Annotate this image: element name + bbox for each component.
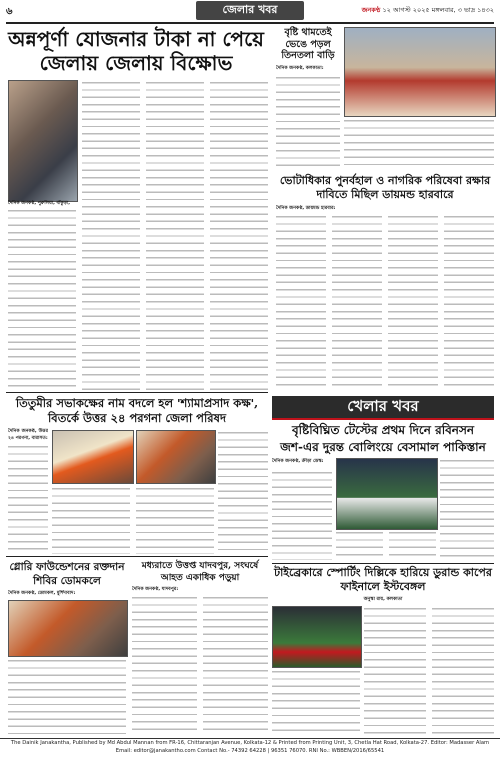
cricket-photo <box>336 458 438 530</box>
story4-dateline: দৈনিক জনকণ্ঠ, উত্তর ২৪ পরগনা, বারাসত: <box>8 429 48 442</box>
story1-photo <box>8 80 78 202</box>
story6-column-1 <box>132 595 197 734</box>
story4-photo-2 <box>136 430 216 484</box>
sports-column-2 <box>336 530 383 560</box>
story4-column-4 <box>218 430 268 554</box>
story1-column-4 <box>210 80 268 390</box>
sports-column-6 <box>364 606 426 734</box>
divider <box>272 563 494 564</box>
divider <box>6 392 268 393</box>
story3-column-1 <box>276 214 326 390</box>
story1-column-1 <box>8 208 76 388</box>
story5-column <box>8 658 126 734</box>
story6-dateline: দৈনিক জনকণ্ঠ, যাদবপুর: <box>132 587 179 592</box>
sports-byline: অনুস্কা রায়, কলকাতা <box>363 597 403 602</box>
footer-contact: Email: editor@janakantho.com Contact No.- 74392 64228 | 96351 76070. RNI No.: WBBEN/2016/65541 <box>115 748 385 754</box>
divider <box>6 556 268 557</box>
story6-column-2 <box>203 595 268 734</box>
story3-dateline: দৈনিক জনকণ্ঠ, ডায়মন্ড হারবার: <box>276 206 336 211</box>
story4-headline: তিতুমীর সভাকক্ষের নাম বদলে হল 'শ্যামাপ্রসাদ কক্ষ', বিতর্কে উত্তর ২৪ পরগনা জেলা পরিষদ <box>15 396 259 425</box>
brand-name: জনকণ্ঠ <box>361 6 381 14</box>
story1-headline: অন্নপূর্ণা যোজনার টাকা না পেয়ে জেলায় জেলায় বিক্ষোভ <box>8 27 264 75</box>
story1-column-2 <box>82 80 140 390</box>
sports-column-4 <box>440 458 494 560</box>
football-photo <box>272 606 362 668</box>
story2-column <box>276 75 340 170</box>
story3-column-3 <box>388 214 438 390</box>
sports-dateline: দৈনিক জনকণ্ঠ, ক্রীড়া ডেস্ক: <box>272 459 324 464</box>
footer <box>0 738 500 762</box>
sports-headline-3: টাইব্রেকারে স্পোর্টিং দিল্লিকে হারিয়ে ডুরান্ড কাপের ফাইনালে ইস্টবেঙ্গল <box>274 566 492 593</box>
story2-column-2 <box>344 118 494 170</box>
story4-column-3 <box>136 486 214 554</box>
sports-column-5 <box>272 669 360 734</box>
section-title: জেলার খবর <box>196 1 304 20</box>
story1-dateline: দৈনিক জনকণ্ঠ, পুরুলিয়া, বাঁকুড়া, <box>8 201 70 206</box>
sports-headline-1: বৃষ্টিবিঘ্নিত টেস্টের প্রথম দিনে রবিনসন <box>291 423 475 437</box>
story4-photo-1 <box>52 430 134 484</box>
story4-column-1 <box>8 444 48 554</box>
story2-dateline: দৈনিক জনকণ্ঠ, কলকাতা: <box>276 66 324 71</box>
sports-column-7 <box>432 606 494 734</box>
story6-headline: মধ্যরাতে উত্তপ্ত যাদবপুর, সংঘর্ষে আহত একাধিক পড়ুয়া <box>141 561 259 583</box>
masthead <box>0 0 500 22</box>
story3-column-4 <box>444 214 494 390</box>
story2-photo <box>344 27 496 117</box>
footer-imprint: The Dainik Janakantha, Published by Md Abdul Mannan from FR-16, Chittaranjan Avenue, Kolkata-12 & Printed from Printing Unit, 3, Chetla Hat Road, Kolkata-27. Editor: Madasser Alam <box>10 740 490 746</box>
sports-headline-2: জশ-এর দুরন্ত বোলিংয়ে বেসামাল পাকিস্তান <box>280 440 486 454</box>
issue-date: ১২ আগস্ট ২০২৫ মঙ্গলবার, ৩ ভাদ্র ১৪৩২ <box>382 6 494 14</box>
story5-headline: গ্লোরি ফাউন্ডেশনের রক্তদান শিবির ডোমকলে <box>9 561 125 587</box>
page-number: ৬ <box>6 6 13 17</box>
dateline <box>362 5 494 16</box>
sports-banner: খেলার খবর <box>272 396 494 418</box>
story4-column-2 <box>52 486 130 554</box>
story3-headline: ভোটাধিকার পুনর্বহাল ও নাগরিক পরিষেবা রক্ষার দাবিতে মিছিল ডায়মন্ড হারবারে <box>279 174 491 201</box>
sports-column-1 <box>272 470 332 560</box>
masthead-rule <box>6 22 494 24</box>
story5-photo <box>8 600 128 657</box>
sports-column-3 <box>389 530 436 560</box>
story2-headline: বৃষ্টি থামতেই ভেঙে পড়ল তিনতলা বাড়ি <box>281 27 335 61</box>
sports-banner-strip <box>272 418 494 420</box>
story1-column-3 <box>146 80 204 390</box>
story5-dateline: দৈনিক জনকণ্ঠ, ডোমকল, মুর্শিদাবাদ: <box>8 591 76 596</box>
story3-column-2 <box>332 214 382 390</box>
